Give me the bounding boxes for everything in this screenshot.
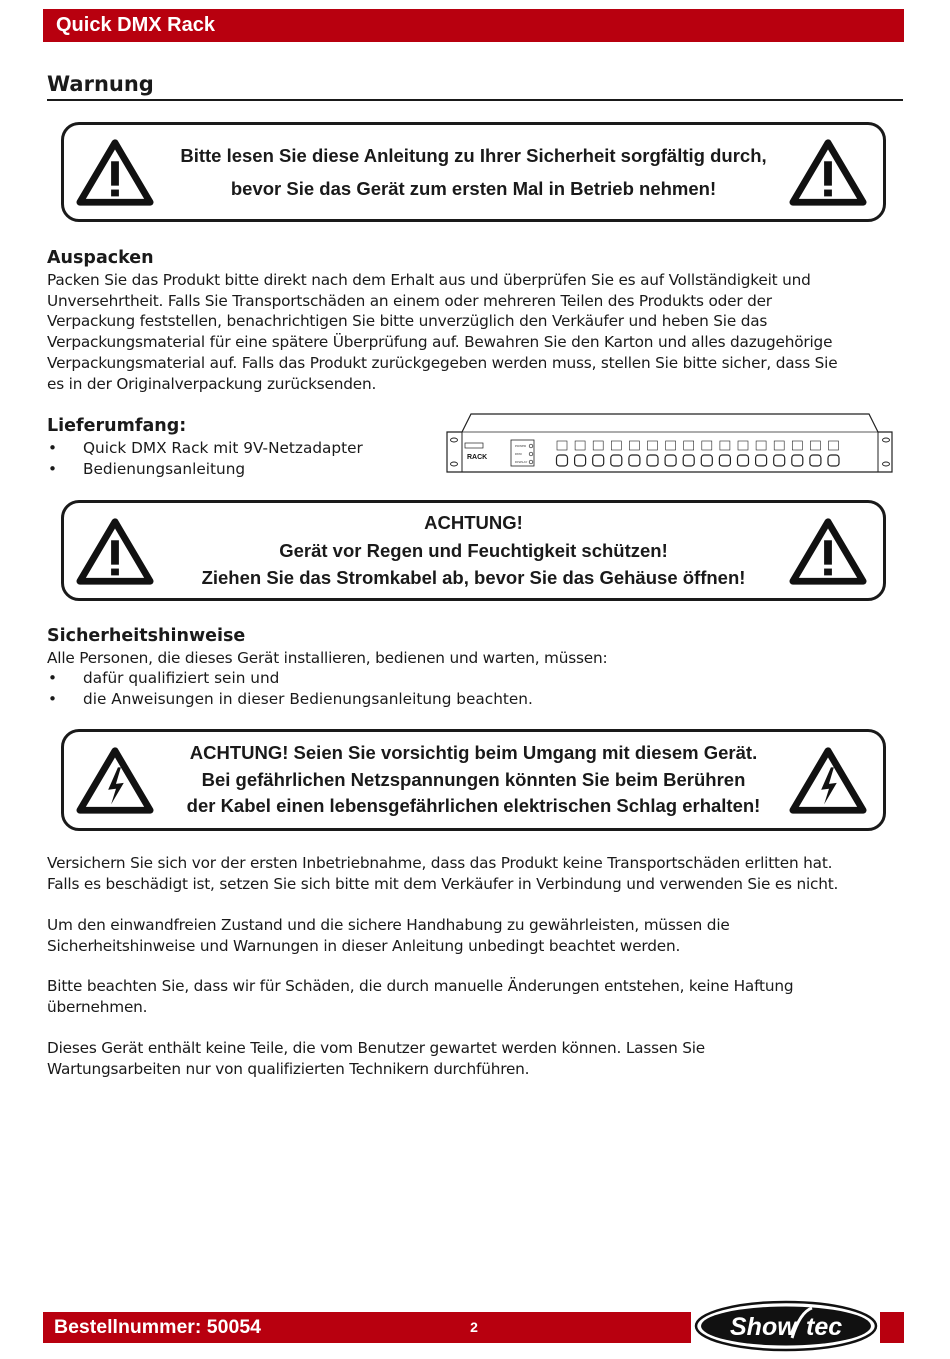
paragraph-transport-damage (47, 853, 907, 894)
header-title: Quick DMX Rack (56, 14, 215, 36)
text-line: es in der Originalverpackung zurücksenden. (47, 374, 377, 393)
high-voltage-icon (789, 745, 867, 815)
showtec-logo (694, 1300, 878, 1352)
text-line: Verpackung feststellen, benachrichtigen Sie bitte unverzüglich den Verkäufer und heben Sie das (47, 312, 768, 331)
text-line: Verpackungsmaterial für eine spätere Überprüfung auf. Bewahren Sie den Karton und alles dazugehörige (47, 333, 833, 352)
text-line: Falls es beschädigt ist, setzen Sie sich bitte mit dem Verkäufer in Verbindung und verwenden Sie es nicht. (47, 874, 839, 893)
paragraph-liability (47, 976, 907, 1017)
warning-triangle-icon (76, 137, 154, 207)
list-item: • Bedienungsanleitung (47, 459, 363, 480)
logo-text-tec: tec (806, 1313, 843, 1341)
text-line: Sicherheitshinweise und Warnungen in dieser Anleitung unbedingt beachtet werden. (47, 936, 681, 955)
warning-triangle-icon (789, 516, 867, 586)
safety-heading: Sicherheitshinweise (47, 626, 246, 646)
text-line: Wartungsarbeiten nur von qualifizierten Technikern durchführen. (47, 1059, 530, 1078)
safety-intro (47, 648, 907, 669)
warning-line: Gerät vor Regen und Feuchtigkeit schützen! (279, 539, 668, 561)
warning-line: ACHTUNG! Seien Sie vorsichtig beim Umgang mit diesem Gerät. (189, 742, 758, 764)
warning-line: ACHTUNG! (424, 512, 523, 534)
text-line: Versichern Sie sich vor der ersten Inbetriebnahme, dass das Produkt keine Transportschäden erlitten hat. (47, 854, 833, 872)
footer-bar (43, 1312, 691, 1343)
safety-list (47, 668, 533, 709)
text-line: Verpackungsmaterial auf. Falls das Produkt zurückgegeben werden muss, stellen Sie bitte sicher, dass Sie (47, 353, 838, 372)
order-number: Bestellnummer: 50054 (54, 1316, 262, 1338)
warning-box-moisture (61, 500, 886, 601)
warning-triangle-icon (76, 516, 154, 586)
warning-line: Bitte lesen Sie diese Anleitung zu Ihrer Sicherheit sorgfältig durch, (180, 145, 767, 166)
indicator-label: DMX (515, 452, 522, 456)
warning-box-electric-shock (61, 729, 886, 831)
document-header (43, 9, 904, 42)
indicator-label: DISPLAY (515, 460, 528, 464)
warning-triangle-icon (789, 137, 867, 207)
page-number: 2 (470, 1319, 478, 1335)
list-item: • die Anweisungen in dieser Bedienungsanleitung beachten. (47, 689, 533, 710)
high-voltage-icon (76, 745, 154, 815)
warning-line: Ziehen Sie das Stromkabel ab, bevor Sie das Gehäuse öffnen! (201, 567, 746, 589)
warning-line: bevor Sie das Gerät zum ersten Mal in Betrieb nehmen! (230, 178, 717, 199)
delivery-list (47, 438, 363, 479)
delivery-heading: Lieferumfang: (47, 416, 187, 436)
text-line: übernehmen. (47, 997, 148, 1016)
list-item: • Quick DMX Rack mit 9V-Netzadapter (47, 438, 363, 459)
footer-bar-right (880, 1312, 904, 1343)
text-line: Packen Sie das Produkt bitte direkt nach dem Erhalt aus und überprüfen Sie es auf Vollständigkeit und (47, 271, 811, 289)
warning-line: Bei gefährlichen Netzspannungen könnten Sie beim Berühren (201, 768, 746, 790)
warning-box-read-manual (61, 122, 886, 222)
list-item: • dafür qualifiziert sein und (47, 668, 533, 689)
unpacking-paragraph (47, 270, 907, 394)
logo-text-show: Show (730, 1313, 797, 1341)
warning-line: der Kabel einen lebensgefährlichen elektrischen Schlag erhalten! (186, 795, 761, 817)
text-line: Bitte beachten Sie, dass wir für Schäden, die durch manuelle Änderungen entstehen, keine Haftung (47, 977, 794, 995)
text-line: Um den einwandfreien Zustand und die sichere Handhabung zu gewährleisten, müssen die (47, 916, 730, 934)
text-line: Dieses Gerät enthält keine Teile, die vom Benutzer gewartet werden können. Lassen Sie (47, 1039, 706, 1057)
paragraph-maintenance (47, 1038, 907, 1079)
section-title: Warnung (47, 70, 903, 101)
rack-brand-label: RACK (467, 454, 488, 461)
rack-device-illustration (445, 412, 895, 476)
text-line: Alle Personen, die dieses Gerät installieren, bedienen und warten, müssen: (47, 649, 608, 667)
text-line: Unversehrtheit. Falls Sie Transportschäden an einem oder mehreren Teilen des Produkts oder der (47, 291, 772, 310)
indicator-label: POWER (515, 444, 527, 448)
paragraph-safe-handling (47, 915, 907, 956)
unpacking-heading: Auspacken (47, 248, 154, 268)
